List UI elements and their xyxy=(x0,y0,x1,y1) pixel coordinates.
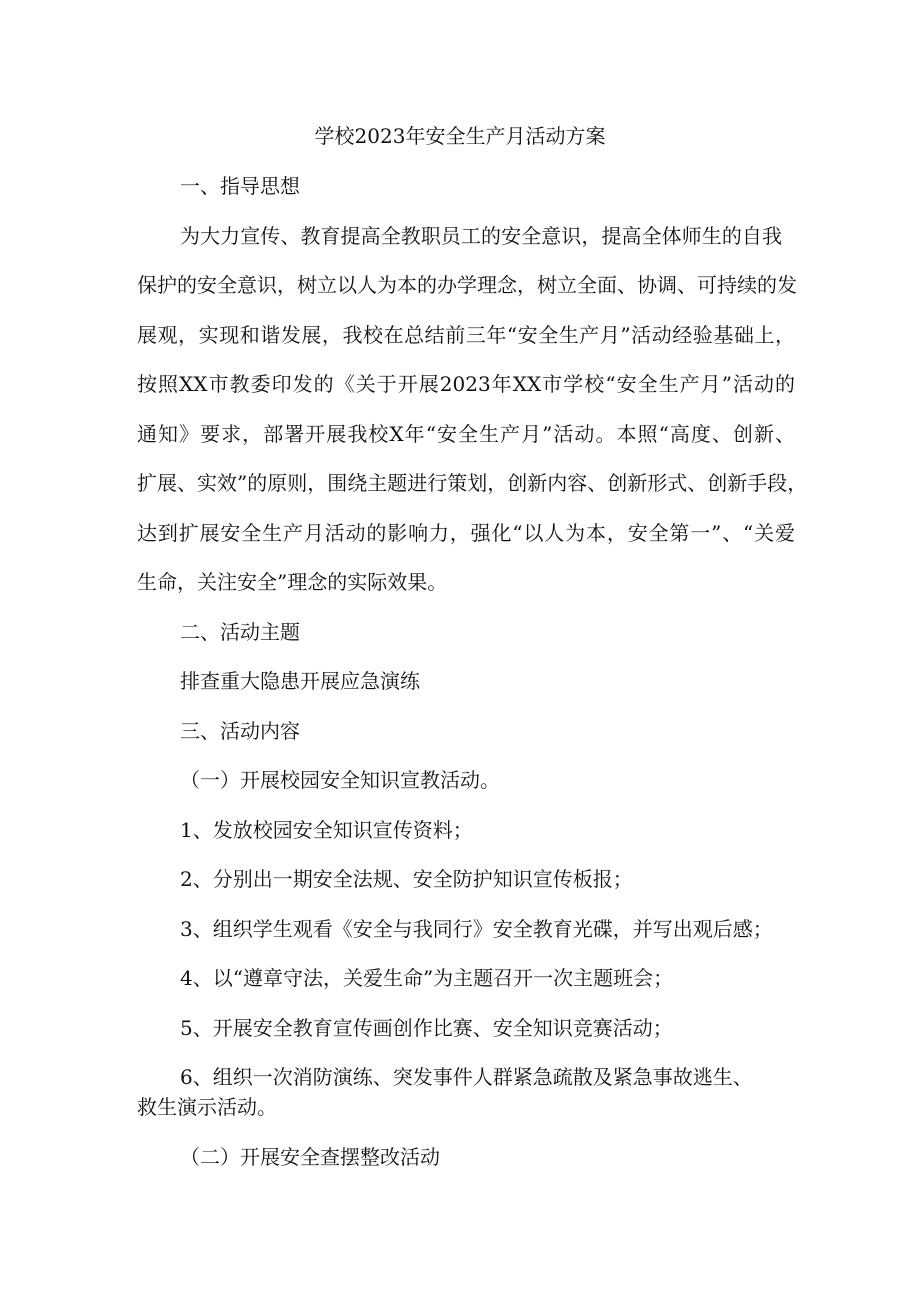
guiding-paragraph-line-8: 生命，关注安全”理念的实际效果。 xyxy=(137,570,448,594)
guiding-paragraph-line-6: 扩展、实效”的原则，围绕主题进行策划，创新内容、创新形式、创新手段， xyxy=(137,471,808,495)
activity-item-3: 3、组织学生观看《安全与我同行》安全教育光碟，并写出观后感； xyxy=(180,917,773,941)
document-title: 学校2023年安全生产月活动方案 xyxy=(314,124,606,148)
section-heading-guiding-ideology: 一、指导思想 xyxy=(180,174,300,198)
activity-item-5: 5、开展安全教育宣传画创作比赛、安全知识竞赛活动； xyxy=(180,1016,673,1040)
subsection-heading-safety-education: （一）开展校园安全知识宣教活动。 xyxy=(180,768,500,792)
guiding-paragraph-line-2: 保护的安全意识，树立以人为本的办学理念，树立全面、协调、可持续的发 xyxy=(137,273,797,297)
guiding-paragraph-line-1: 为大力宣传、教育提高全教职员工的安全意识，提高全体师生的自我 xyxy=(180,224,782,248)
subsection-heading-safety-inspection: （二）开展安全查摆整改活动 xyxy=(180,1145,440,1169)
activity-item-6-line-1: 6、组织一次消防演练、突发事件人群紧急疏散及紧急事故逃生、 xyxy=(180,1065,753,1089)
guiding-paragraph-line-4: 按照XX市教委印发的《关于开展2023年XX市学校“安全生产月”活动的 xyxy=(137,372,795,396)
guiding-paragraph-line-7: 达到扩展安全生产月活动的影响力，强化“以人为本，安全第一”、“关爱 xyxy=(137,521,795,545)
activity-item-4: 4、以“遵章守法，关爱生命”为主题召开一次主题班会； xyxy=(180,966,674,990)
section-heading-activity-content: 三、活动内容 xyxy=(180,719,300,743)
activity-item-1: 1、发放校园安全知识宣传资料； xyxy=(180,818,473,842)
section-heading-activity-theme: 二、活动主题 xyxy=(180,620,300,644)
guiding-paragraph-line-3: 展观，实现和谐发展，我校在总结前三年“安全生产月”活动经验基础上， xyxy=(137,323,795,347)
activity-item-6-line-2: 救生演示活动。 xyxy=(137,1095,277,1119)
activity-theme-text: 排查重大隐患开展应急演练 xyxy=(180,669,420,693)
guiding-paragraph-line-5: 通知》要求，部署开展我校X年“安全生产月”活动。本照“高度、创新、 xyxy=(137,422,795,446)
activity-item-2: 2、分别出一期安全法规、安全防护知识宣传板报； xyxy=(180,867,633,891)
